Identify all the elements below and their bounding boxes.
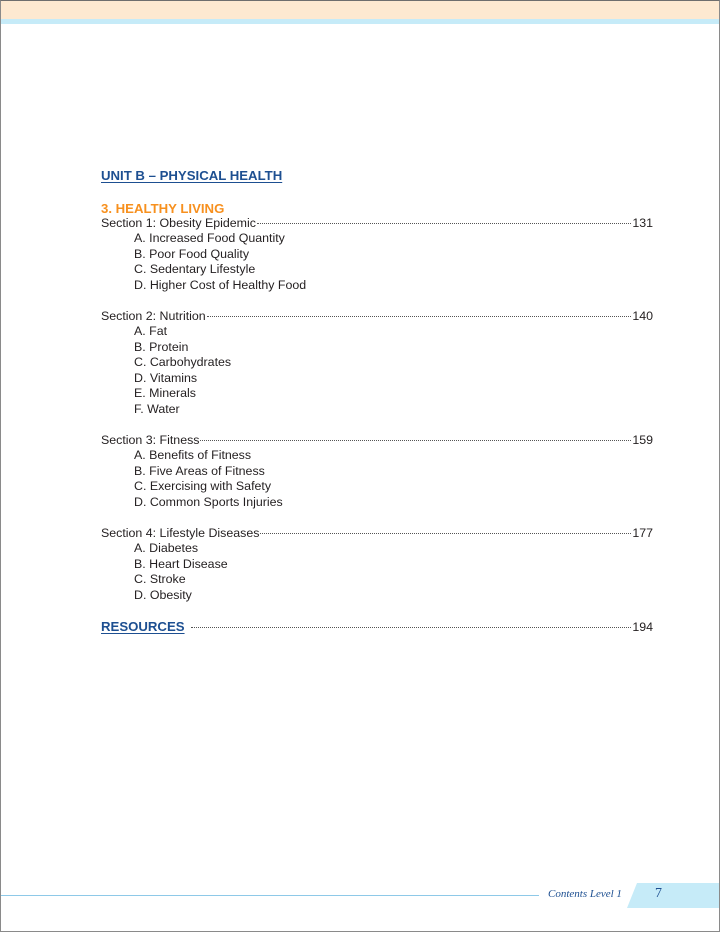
toc-section bbox=[101, 433, 653, 511]
section-label: Section 3: Fitness bbox=[101, 432, 200, 447]
subtopic: A. Fat bbox=[134, 324, 168, 338]
section-label: Section 2: Nutrition bbox=[101, 308, 206, 323]
subtopic: C. Exercising with Safety bbox=[134, 479, 272, 493]
subtopic: B. Heart Disease bbox=[134, 556, 228, 571]
toc-section bbox=[101, 216, 653, 294]
dot-leader bbox=[200, 439, 631, 441]
header-band bbox=[1, 1, 719, 19]
toc-resources-entry[interactable] bbox=[101, 619, 653, 636]
toc-section-entry[interactable] bbox=[101, 526, 653, 542]
subtopic: A. Increased Food Quantity bbox=[134, 231, 285, 245]
subtopic: B. Five Areas of Fitness bbox=[134, 463, 265, 478]
page-number: 159 bbox=[632, 432, 653, 447]
page-number: 140 bbox=[632, 308, 653, 323]
footer-rule bbox=[1, 895, 539, 896]
subtopic: D. Vitamins bbox=[134, 370, 198, 385]
dot-leader bbox=[191, 626, 632, 628]
footer-page-number: 7 bbox=[655, 886, 662, 901]
subtopic: C. Stroke bbox=[134, 572, 186, 586]
toc-section bbox=[101, 309, 653, 418]
toc-section-entry[interactable] bbox=[101, 309, 653, 325]
table-of-contents bbox=[101, 168, 653, 635]
page-number: 177 bbox=[632, 525, 653, 540]
page-number: 131 bbox=[632, 215, 653, 230]
running-title: Contents Level 1 bbox=[548, 888, 622, 900]
dot-leader bbox=[257, 222, 631, 224]
subtopic: D. Common Sports Injuries bbox=[134, 494, 283, 509]
section-label: Section 1: Obesity Epidemic bbox=[101, 215, 256, 230]
unit-heading-wrap bbox=[101, 168, 653, 201]
toc-section-entry[interactable] bbox=[101, 216, 653, 232]
chapter-heading: 3. HEALTHY LIVING bbox=[101, 200, 225, 216]
dot-leader bbox=[207, 315, 632, 317]
subtopic: B. Poor Food Quality bbox=[134, 246, 250, 261]
toc-section-entry[interactable] bbox=[101, 433, 653, 449]
subtopic: D. Higher Cost of Healthy Food bbox=[134, 277, 307, 292]
section-label: Section 4: Lifestyle Diseases bbox=[101, 525, 260, 540]
toc-section bbox=[101, 526, 653, 604]
subtopic: A. Diabetes bbox=[134, 541, 199, 555]
dot-leader bbox=[260, 532, 631, 534]
subtopic: B. Protein bbox=[134, 339, 189, 354]
subtopic: A. Benefits of Fitness bbox=[134, 448, 252, 462]
subtopic: C. Carbohydrates bbox=[134, 355, 232, 369]
page-number: 194 bbox=[632, 619, 653, 634]
resources-link[interactable]: RESOURCES bbox=[101, 618, 185, 634]
page-number-tab bbox=[627, 883, 719, 908]
unit-heading-link[interactable]: UNIT B – PHYSICAL HEALTH bbox=[101, 168, 283, 183]
subtopic: D. Obesity bbox=[134, 587, 192, 602]
header-stripe bbox=[1, 19, 719, 24]
subtopic: F. Water bbox=[134, 401, 180, 416]
subtopic: E. Minerals bbox=[134, 386, 196, 400]
subtopic: C. Sedentary Lifestyle bbox=[134, 262, 256, 276]
